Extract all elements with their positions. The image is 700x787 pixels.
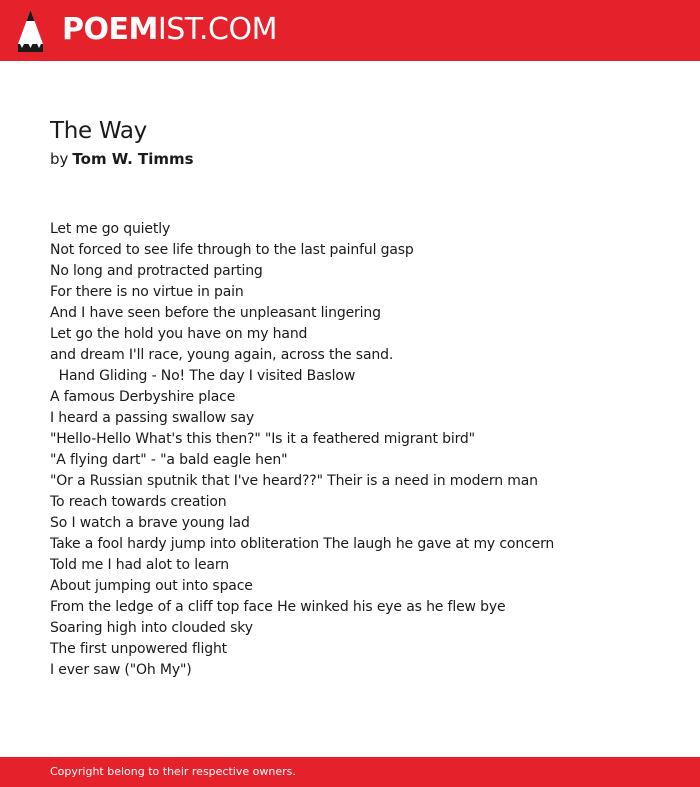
poem-byline (50, 149, 194, 169)
poem-line: I ever saw ("Oh My") (50, 662, 192, 678)
poem-line: Not forced to see life through to the last painful gasp (50, 242, 414, 258)
poem-line: "Or a Russian sputnik that I've heard??" Their is a need in modern man (50, 473, 538, 489)
poem-line: From the ledge of a cliff top face He winked his eye as he flew bye (50, 599, 506, 615)
copyright-text: Copyright belong to their respective owners. (50, 765, 296, 778)
poem-line: And I have seen before the unpleasant lingering (50, 305, 381, 321)
poem-line: So I watch a brave young lad (50, 515, 250, 531)
site-header (0, 0, 700, 61)
poem-line: The first unpowered flight (50, 641, 228, 657)
poem-line: About jumping out into space (50, 578, 253, 594)
by-label: by (50, 150, 69, 168)
poem-line: A famous Derbyshire place (50, 389, 236, 405)
site-footer (0, 757, 700, 787)
poem-line: I heard a passing swallow say (50, 410, 255, 426)
poem-line: "Hello-Hello What's this then?" "Is it a feathered migrant bird" (50, 431, 475, 447)
poem-line: and dream I'll race, young again, across the sand. (50, 347, 394, 363)
brand-light-text: IST.COM (157, 12, 277, 47)
poem-line: To reach towards creation (50, 494, 227, 510)
poem-line: For there is no virtue in pain (50, 284, 244, 300)
poem-line: "A flying dart" - "a bald eagle hen" (50, 452, 288, 468)
poem-line: Let me go quietly (50, 221, 171, 237)
poem-line: Take a fool hardy jump into obliteration The laugh he gave at my concern (50, 536, 555, 552)
author-name: Tom W. Timms (72, 150, 194, 168)
poem-line: Hand Gliding - No! The day I visited Baslow (50, 368, 356, 384)
poem-line: Let go the hold you have on my hand (50, 326, 308, 342)
poem-line: Told me I had alot to learn (50, 557, 229, 573)
site-logo[interactable] (62, 12, 277, 48)
brand-bold-text: POEM (62, 12, 158, 47)
poem-line: Soaring high into clouded sky (50, 620, 253, 636)
poem-title: The Way (50, 118, 147, 144)
pencil-tip-icon[interactable] (18, 10, 43, 52)
poem-line: No long and protracted parting (50, 263, 263, 279)
poem-body (50, 219, 670, 681)
